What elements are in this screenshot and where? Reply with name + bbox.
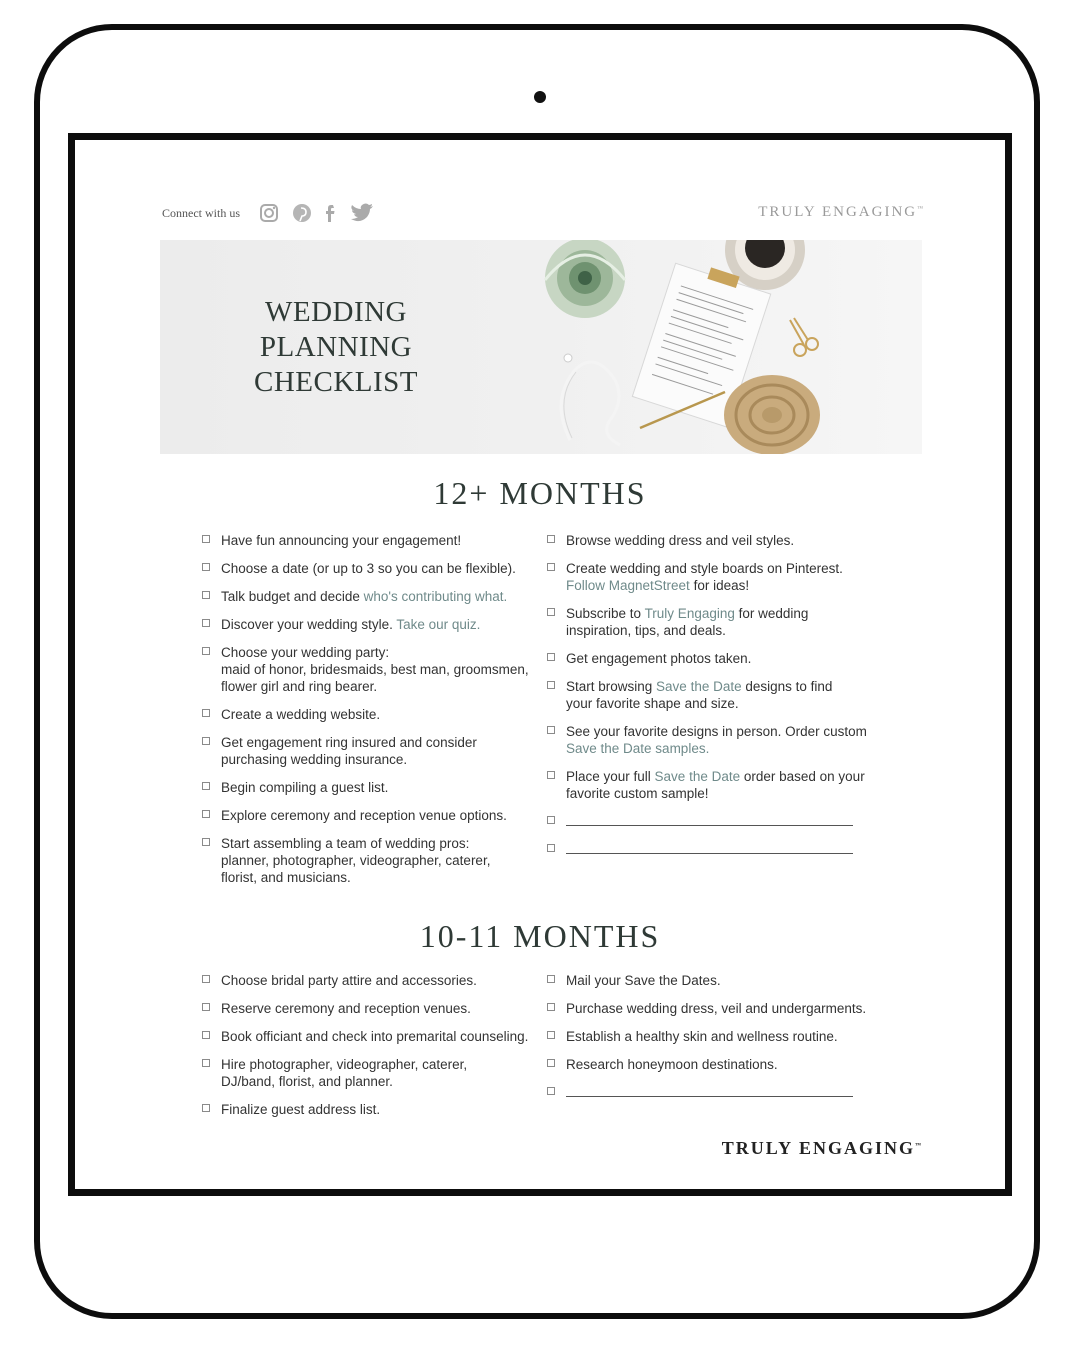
succulent-plant xyxy=(545,240,625,318)
item-text: Begin compiling a guest list. xyxy=(221,780,389,795)
item-text: your favorite shape and size. xyxy=(566,696,739,711)
item-text: Subscribe to xyxy=(566,606,645,621)
facebook-icon[interactable] xyxy=(320,202,342,224)
checklist-item xyxy=(202,807,537,824)
checkbox[interactable] xyxy=(547,681,555,689)
item-text: Get engagement photos taken. xyxy=(566,651,752,666)
brand-logo-top: TRULY ENGAGING™ xyxy=(758,204,923,220)
connect-label: Connect with us xyxy=(162,206,240,220)
checkbox[interactable] xyxy=(547,1003,555,1011)
item-text: Have fun announcing your engagement! xyxy=(221,533,462,548)
checklist-item xyxy=(202,532,537,549)
checklist-item xyxy=(202,734,537,768)
item-text: Mail your Save the Dates. xyxy=(566,973,721,988)
inline-link[interactable]: Save the Date xyxy=(654,769,741,784)
checkbox[interactable] xyxy=(202,1031,210,1039)
item-text: planner, photographer, videographer, caterer, xyxy=(221,853,491,868)
checklist-item xyxy=(547,1000,887,1017)
item-text: maid of honor, bridesmaids, best man, groomsmen, xyxy=(221,662,529,677)
item-text: Talk budget and decide xyxy=(221,589,364,604)
write-in-line[interactable] xyxy=(566,1084,853,1097)
checklist-item xyxy=(547,605,887,639)
checkbox[interactable] xyxy=(547,563,555,571)
checklist-item xyxy=(202,644,537,695)
checklist-item xyxy=(202,1056,547,1090)
checklist-item xyxy=(547,1056,887,1073)
blank-checklist-item xyxy=(547,813,887,830)
item-text: purchasing wedding insurance. xyxy=(221,752,408,767)
brand-logo-bottom: TRULY ENGAGING™ xyxy=(721,1138,921,1158)
item-text: Hire photographer, videographer, caterer, xyxy=(221,1057,468,1072)
checklist-item xyxy=(547,650,887,667)
twitter-icon[interactable] xyxy=(349,202,375,224)
write-in-line[interactable] xyxy=(566,841,853,854)
checklist-item xyxy=(202,706,537,723)
checkbox[interactable] xyxy=(547,816,555,824)
document-page xyxy=(68,133,1012,1196)
checklist-item xyxy=(202,779,537,796)
checklist-column-left xyxy=(202,532,537,897)
checklist-item xyxy=(547,560,887,594)
checklist-item xyxy=(547,678,887,712)
checkbox[interactable] xyxy=(547,726,555,734)
woven-coaster xyxy=(724,375,820,454)
checklist-item xyxy=(547,532,887,549)
checkbox[interactable] xyxy=(202,535,210,543)
checklist-item xyxy=(202,560,537,577)
camera-icon xyxy=(534,91,546,103)
checkbox[interactable] xyxy=(202,619,210,627)
checkbox[interactable] xyxy=(202,709,210,717)
item-text: flower girl and ring bearer. xyxy=(221,679,378,694)
item-text: florist, and musicians. xyxy=(221,870,351,885)
item-text: Establish a healthy skin and wellness routine. xyxy=(566,1029,838,1044)
page-title: WEDDING PLANNING CHECKLIST xyxy=(254,296,418,398)
write-in-line[interactable] xyxy=(566,813,853,826)
item-text: Start browsing xyxy=(566,679,657,694)
checkbox[interactable] xyxy=(202,1059,210,1067)
checkbox[interactable] xyxy=(202,737,210,745)
item-text: See your favorite designs in person. Order custom xyxy=(566,724,867,739)
checkbox[interactable] xyxy=(202,782,210,790)
checkbox[interactable] xyxy=(547,844,555,852)
checklist-item xyxy=(202,972,547,989)
item-text: Choose bridal party attire and accessories. xyxy=(221,973,477,988)
checklist-item xyxy=(202,616,537,633)
item-text: Reserve ceremony and reception venues. xyxy=(221,1001,471,1016)
checkbox[interactable] xyxy=(202,810,210,818)
item-text: Book officiant and check into premarital counseling. xyxy=(221,1029,529,1044)
item-text: Discover your wedding style. xyxy=(221,617,397,632)
checkbox[interactable] xyxy=(547,975,555,983)
checkbox[interactable] xyxy=(547,535,555,543)
inline-link[interactable]: Save the Date xyxy=(656,679,742,694)
instagram-icon[interactable] xyxy=(258,202,280,224)
scissors xyxy=(790,318,818,356)
checklist-item xyxy=(547,1028,887,1045)
checkbox[interactable] xyxy=(202,1104,210,1112)
item-text: Create wedding and style boards on Pinterest. xyxy=(566,561,843,576)
checklist-column-right xyxy=(547,972,887,1112)
flatlay-photo xyxy=(510,240,922,454)
inline-link[interactable]: Truly Engaging xyxy=(644,606,735,621)
item-text: favorite custom sample! xyxy=(566,786,709,801)
checkbox[interactable] xyxy=(202,563,210,571)
inline-link[interactable]: Follow MagnetStreet xyxy=(566,578,690,593)
blank-checklist-item xyxy=(547,841,887,858)
checkbox[interactable] xyxy=(202,647,210,655)
checklist-item xyxy=(547,768,887,802)
section-title-12-months: 12+ MONTHS xyxy=(433,475,647,511)
item-text: Place your full xyxy=(566,769,655,784)
item-text: order based on your xyxy=(740,769,865,784)
checkbox[interactable] xyxy=(547,608,555,616)
item-text: Finalize guest address list. xyxy=(221,1102,381,1117)
checklist-item xyxy=(202,1101,547,1118)
checklist-column-left xyxy=(202,972,547,1129)
inline-link[interactable]: Save the Date samples. xyxy=(566,741,710,756)
item-text: Research honeymoon destinations. xyxy=(566,1057,778,1072)
checkbox[interactable] xyxy=(202,591,210,599)
inline-link[interactable]: Take our quiz. xyxy=(396,617,481,632)
pinterest-icon[interactable] xyxy=(291,202,313,224)
checklist-column-right xyxy=(547,532,887,869)
item-text: for wedding xyxy=(734,606,809,621)
inline-link[interactable]: who's contributing what. xyxy=(363,589,508,604)
hero-banner xyxy=(160,240,922,454)
checklist-item xyxy=(202,1000,547,1017)
item-text: inspiration, tips, and deals. xyxy=(566,623,726,638)
checkbox[interactable] xyxy=(202,975,210,983)
checkbox[interactable] xyxy=(547,653,555,661)
item-text: Choose a date (or up to 3 so you can be flexible). xyxy=(221,561,516,576)
checklist-item xyxy=(202,1028,547,1045)
checkbox[interactable] xyxy=(547,1031,555,1039)
checklist-item xyxy=(202,835,537,886)
item-text: DJ/band, florist, and planner. xyxy=(221,1074,393,1089)
item-text: Start assembling a team of wedding pros: xyxy=(221,836,470,851)
item-text: Browse wedding dress and veil styles. xyxy=(566,533,795,548)
checklist-item xyxy=(547,972,887,989)
checkbox[interactable] xyxy=(547,771,555,779)
checklist-item xyxy=(547,723,887,757)
checkbox[interactable] xyxy=(547,1087,555,1095)
item-text: Explore ceremony and reception venue options. xyxy=(221,808,507,823)
checkbox[interactable] xyxy=(202,838,210,846)
item-text: Purchase wedding dress, veil and undergarments. xyxy=(566,1001,867,1016)
item-text: for ideas! xyxy=(689,578,750,593)
item-text: Get engagement ring insured and consider xyxy=(221,735,477,750)
item-text: Create a wedding website. xyxy=(221,707,381,722)
item-text: Choose your wedding party: xyxy=(221,645,390,660)
checklist-item xyxy=(202,588,537,605)
checkbox[interactable] xyxy=(202,1003,210,1011)
item-text: designs to find xyxy=(741,679,833,694)
blank-checklist-item xyxy=(547,1084,887,1101)
checkbox[interactable] xyxy=(547,1059,555,1067)
section-title-10-11-months: 10-11 MONTHS xyxy=(419,918,661,954)
